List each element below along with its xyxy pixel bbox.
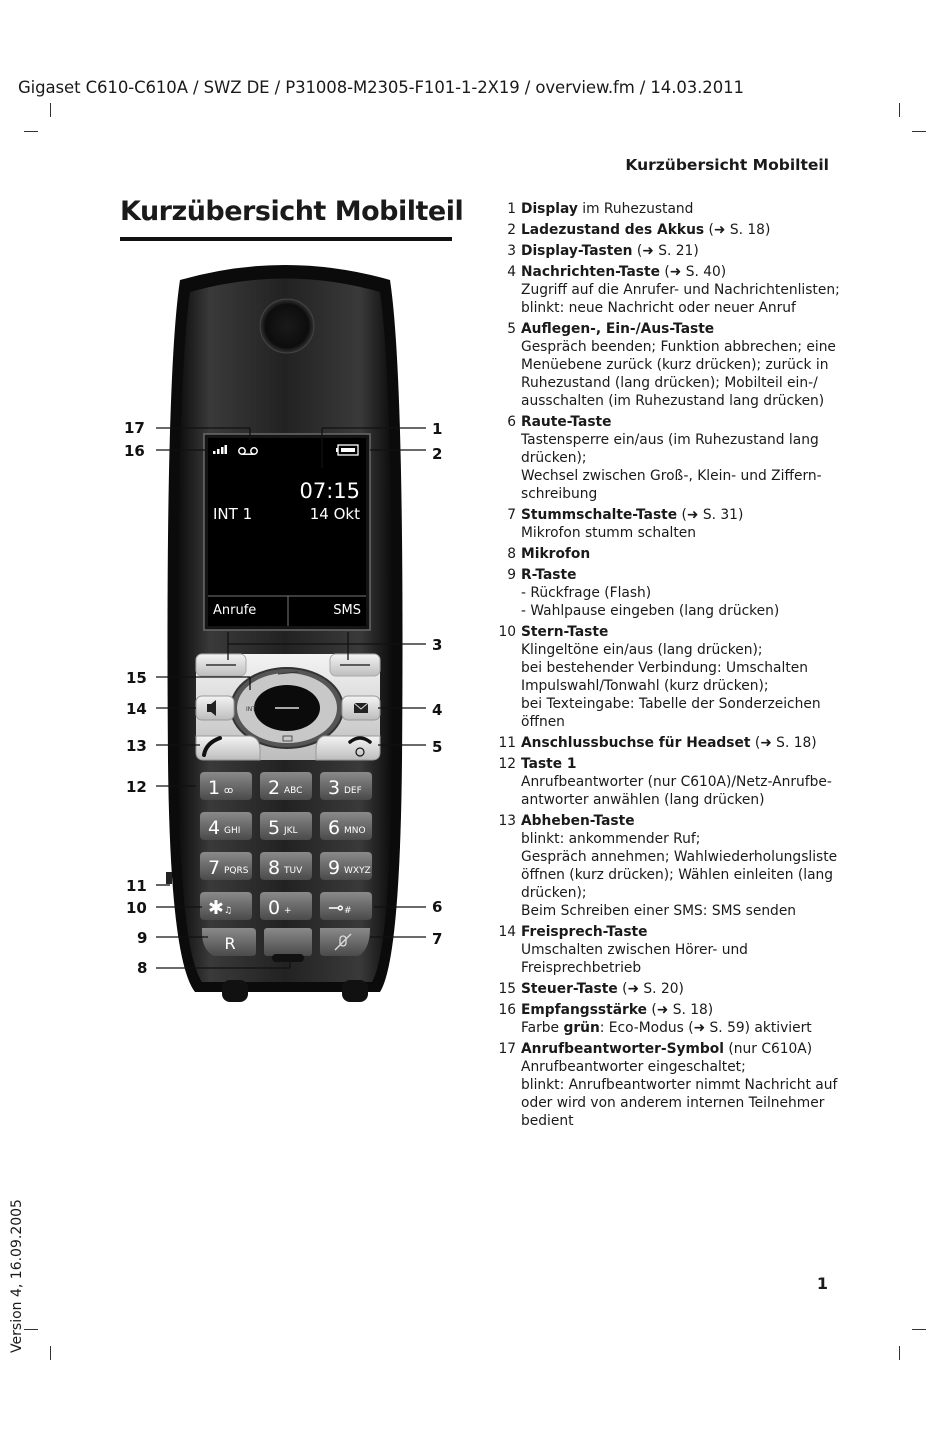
callout-3: 3 [432,636,443,654]
callout-9: 9 [137,929,148,947]
legend-text: öffnen [521,714,565,730]
legend-item [497,1001,847,1037]
running-title: Kurzübersicht Mobilteil [625,156,829,174]
legend-heading: Taste 1 [521,756,577,772]
legend-text: ( [677,507,687,523]
legend-item [497,812,847,920]
legend-line [521,338,847,356]
legend-line [521,902,847,920]
legend-item-text [521,1040,847,1130]
legend-line [521,263,847,281]
keypad-key-letters: WXYZ [344,866,371,876]
legend-text: ausschalten (im Ruhezustand lang drücken) [521,393,825,409]
legend-text: Zugriff auf die Anrufer- und Nachrichtenlisten; [521,282,840,298]
legend-heading: Display [521,201,578,217]
legend-item [497,506,847,542]
legend-line [521,980,847,998]
legend-item-text [521,242,847,260]
legend-line [521,281,847,299]
legend-line [521,641,847,659]
keypad-key-digit: 8 [268,857,281,879]
legend-item-number: 14 [498,924,516,940]
legend-item [497,263,847,317]
legend-text: S. 20) [639,981,684,997]
display-time: 07:15 [299,479,360,503]
callout-15: 15 [126,669,147,687]
keypad-key-digit: 5 [268,817,281,839]
callout-7: 7 [432,930,443,948]
keypad-key-letters: ꝏ [224,786,234,796]
keypad-key-letters: PQRS [224,866,249,876]
legend-text: drücken); [521,450,587,466]
version-note: Version 4, 16.09.2005 [9,1199,25,1353]
legend-item-number: 7 [507,507,516,523]
legend-item-number: 11 [498,735,516,751]
legend-heading: Ladezustand des Akkus [521,222,705,238]
legend-text: bei Texteingabe: Tabelle der Sonderzeichen [521,696,821,712]
keypad-key-letters: GHI [224,826,241,836]
legend-item [497,221,847,239]
callout-11: 11 [126,877,147,895]
legend-line [521,506,847,524]
legend-text: drücken); [521,885,587,901]
page-number: 1 [816,1274,828,1293]
legend-item-number: 1 [507,201,516,217]
keypad-key-letters: ABC [284,786,303,796]
legend-item [497,923,847,977]
legend-line [521,1094,847,1112]
legend-text: - Wahlpause eingeben (lang drücken) [521,603,780,619]
legend-text: S. 18) [725,222,771,238]
legend-item-text [521,734,847,752]
legend-text: ( [659,264,670,280]
legend-item-number: 13 [498,813,516,829]
legend-text: ( [646,1002,657,1018]
softkey-label-right: SMS [333,603,361,618]
softkey-label-left: Anrufe [213,603,257,618]
keypad-key-digit: ✱ [208,897,224,919]
legend-text: ( [704,222,714,238]
legend-heading: grün [563,1020,600,1036]
legend-line [521,602,847,620]
legend-heading: Stern-Taste [521,624,609,640]
legend-item-number: 15 [498,981,516,997]
legend-item [497,980,847,998]
legend-line [521,1040,847,1058]
legend-item-text [521,506,847,542]
legend-heading: Anschlussbuchse für Headset [521,735,751,751]
arrow-icon: ➜ [686,507,699,523]
legend-line [521,524,847,542]
legend-line [521,713,847,731]
keypad-key-letters: JKL [284,826,298,836]
legend-text: (nur C610A) [724,1041,813,1057]
legend-item-text [521,1001,847,1037]
keypad-key-digit: 6 [328,817,341,839]
legend-line [521,755,847,773]
legend-line [521,392,847,410]
legend-line [521,695,847,713]
keypad-key-letters: ♫ [224,906,233,916]
keypad-key-digit: 2 [268,777,281,799]
legend-line [521,623,847,641]
legend-text: ( [632,243,643,259]
legend-line [521,959,847,977]
arrow-icon: ➜ [656,1002,669,1018]
legend-item-text [521,320,847,410]
keypad-key-letters: TUV [284,866,303,876]
legend-heading: Auflegen-, Ein-/Aus-Taste [521,321,715,337]
callout-6: 6 [432,898,443,916]
legend-text: S. 31) [698,507,744,523]
legend-item-text [521,545,847,563]
legend-heading: Empfangsstärke [521,1002,647,1018]
legend-line [521,374,847,392]
legend-item [497,755,847,809]
callout-17: 17 [124,419,145,437]
keypad-key-letters: MNO [344,826,366,836]
arrow-icon: ➜ [693,1020,706,1036]
callout-4: 4 [432,701,443,719]
arrow-icon: ➜ [669,264,682,280]
callout-16: 16 [124,442,145,460]
document-header: Gigaset C610-C610A / SWZ DE / P31008-M2305-F101-1-2X19 / overview.fm / 14.03.2011 [18,78,744,97]
legend-text: Klingeltöne ein/aus (lang drücken); [521,642,763,658]
legend-item-number: 5 [507,321,516,337]
keypad-key-letters: + [284,906,292,916]
callout-13: 13 [126,737,147,755]
legend-text: Tastensperre ein/aus (im Ruhezustand lang [521,432,819,448]
legend-text: antworter anwählen (lang drücken) [521,792,765,808]
legend-item-number: 9 [507,567,516,583]
legend-line [521,545,847,563]
nav-int-label: INT [246,706,256,713]
legend-line [521,1001,847,1019]
legend-heading: Raute-Taste [521,414,612,430]
legend-item [497,242,847,260]
legend-heading: Mikrofon [521,546,591,562]
legend-line [521,356,847,374]
legend-text: blinkt: ankommender Ruf; [521,831,701,847]
arrow-icon: ➜ [642,243,654,259]
legend-heading: R-Taste [521,567,577,583]
legend-text: im Ruhezustand [577,201,694,217]
legend-line [521,791,847,809]
callout-2: 2 [432,445,443,463]
legend-line [521,584,847,602]
legend-text: S. 18) [771,735,817,751]
keypad-key-digit: 3 [328,777,341,799]
callout-1: 1 [432,420,443,438]
legend-text: Menüebene zurück (kurz drücken); zurück in [521,357,829,373]
legend-text: S. 59) aktiviert [705,1020,812,1036]
legend-line [521,413,847,431]
legend-line [521,734,847,752]
keypad-key-digit: 7 [208,857,221,879]
legend-heading: Freisprech-Taste [521,924,648,940]
callout-8: 8 [137,959,148,977]
legend-text: : Eco-Modus ( [599,1020,694,1036]
legend-item [497,566,847,620]
display-date: 14 Okt [309,505,360,523]
legend-heading: Abheben-Taste [521,813,635,829]
legend-line [521,1076,847,1094]
legend-item-number: 4 [507,264,516,280]
legend-line [521,884,847,902]
legend-heading: Nachrichten-Taste [521,264,660,280]
legend-text: S. 18) [668,1002,714,1018]
legend-text: ( [750,735,761,751]
keypad-key-letters: DEF [344,786,362,796]
legend-line [521,773,847,791]
keypad-key-letters: # [344,906,352,916]
legend-item-number: 8 [507,546,516,562]
legend-item-text [521,923,847,977]
legend-line [521,1112,847,1130]
legend-line [521,485,847,503]
legend-text: Mikrofon stumm schalten [521,525,697,541]
legend-line [521,242,847,260]
legend-text: S. 21) [653,243,699,259]
legend-text: - Rückfrage (Flash) [521,585,652,601]
keypad-key-digit: 1 [208,777,221,799]
legend-text: schreibung [521,486,598,502]
legend-item [497,734,847,752]
legend-text: Impulswahl/Tonwahl (kurz drücken); [521,678,769,694]
legend-list [497,200,847,1133]
legend-item [497,200,847,218]
legend-item-text [521,263,847,317]
legend-line [521,221,847,239]
legend-text: bedient [521,1113,574,1129]
legend-text: bei bestehender Verbindung: Umschalten [521,660,808,676]
legend-text: Umschalten zwischen Hörer- und [521,942,748,958]
legend-line [521,1019,847,1037]
legend-item-number: 17 [498,1041,516,1057]
legend-item-number: 2 [507,222,516,238]
legend-item-number: 6 [507,414,516,430]
arrow-icon: ➜ [627,981,640,997]
legend-heading: Steuer-Taste [521,981,618,997]
legend-text: blinkt: neue Nachricht oder neuer Anruf [521,300,796,316]
legend-text: öffnen (kurz drücken); Wählen einleiten (lang [521,867,834,883]
legend-line [521,449,847,467]
legend-line [521,200,847,218]
legend-line [521,320,847,338]
legend-text: Ruhezustand (lang drücken); Mobilteil ein-/ [521,375,818,391]
callout-10: 10 [126,899,147,917]
legend-item-text [521,980,847,998]
keypad-key-digit: ⊸ [328,897,344,919]
legend-line [521,659,847,677]
keypad-key-digit: 0 [268,897,281,919]
legend-line [521,923,847,941]
legend-item-text [521,413,847,503]
legend-text: Anrufbeantworter eingeschaltet; [521,1059,746,1075]
legend-text: Beim Schreiben einer SMS: SMS senden [521,903,797,919]
legend-text: Anrufbeantworter (nur C610A)/Netz-Anrufbe- [521,774,832,790]
legend-text: S. 40) [681,264,727,280]
legend-item [497,545,847,563]
legend-item-number: 12 [498,756,516,772]
legend-line [521,1058,847,1076]
legend-item [497,1040,847,1130]
legend-text: Freisprechbetrieb [521,960,642,976]
legend-text: blinkt: Anrufbeantworter nimmt Nachricht auf [521,1077,838,1093]
legend-text: Wechsel zwischen Groß-, Klein- und Ziffern- [521,468,822,484]
legend-item-text [521,755,847,809]
callout-5: 5 [432,738,443,756]
legend-item-text [521,812,847,920]
legend-line [521,566,847,584]
legend-item-text [521,623,847,731]
legend-item [497,413,847,503]
legend-item-text [521,566,847,620]
legend-item-text [521,221,847,239]
legend-text: Gespräch beenden; Funktion abbrechen; eine [521,339,836,355]
legend-item-text [521,200,847,218]
callout-14: 14 [126,700,147,718]
page-title: Kurzübersicht Mobilteil [120,196,464,227]
legend-line [521,431,847,449]
legend-item-number: 3 [507,243,516,259]
legend-line [521,848,847,866]
legend-line [521,941,847,959]
legend-line [521,467,847,485]
legend-text: Gespräch annehmen; Wahlwiederholungsliste [521,849,838,865]
legend-line [521,830,847,848]
arrow-icon: ➜ [760,735,772,751]
legend-line [521,812,847,830]
legend-text: ( [617,981,628,997]
legend-line [521,677,847,695]
legend-line [521,866,847,884]
arrow-icon: ➜ [713,222,726,238]
r-key-label: R [224,934,236,953]
legend-text: Farbe [521,1020,564,1036]
legend-text: oder wird von anderem internen Teilnehmer [521,1095,825,1111]
legend-item [497,320,847,410]
legend-heading: Stummschalte-Taste [521,507,678,523]
keypad-key-digit: 9 [328,857,341,879]
legend-item-number: 10 [498,624,516,640]
legend-heading: Display-Tasten [521,243,633,259]
legend-heading: Anrufbeantworter-Symbol [521,1041,724,1057]
display-int: INT 1 [213,505,253,523]
callout-12: 12 [126,778,147,796]
keypad-key-digit: 4 [208,817,221,839]
legend-item-number: 16 [498,1002,516,1018]
legend-item [497,623,847,731]
legend-line [521,299,847,317]
